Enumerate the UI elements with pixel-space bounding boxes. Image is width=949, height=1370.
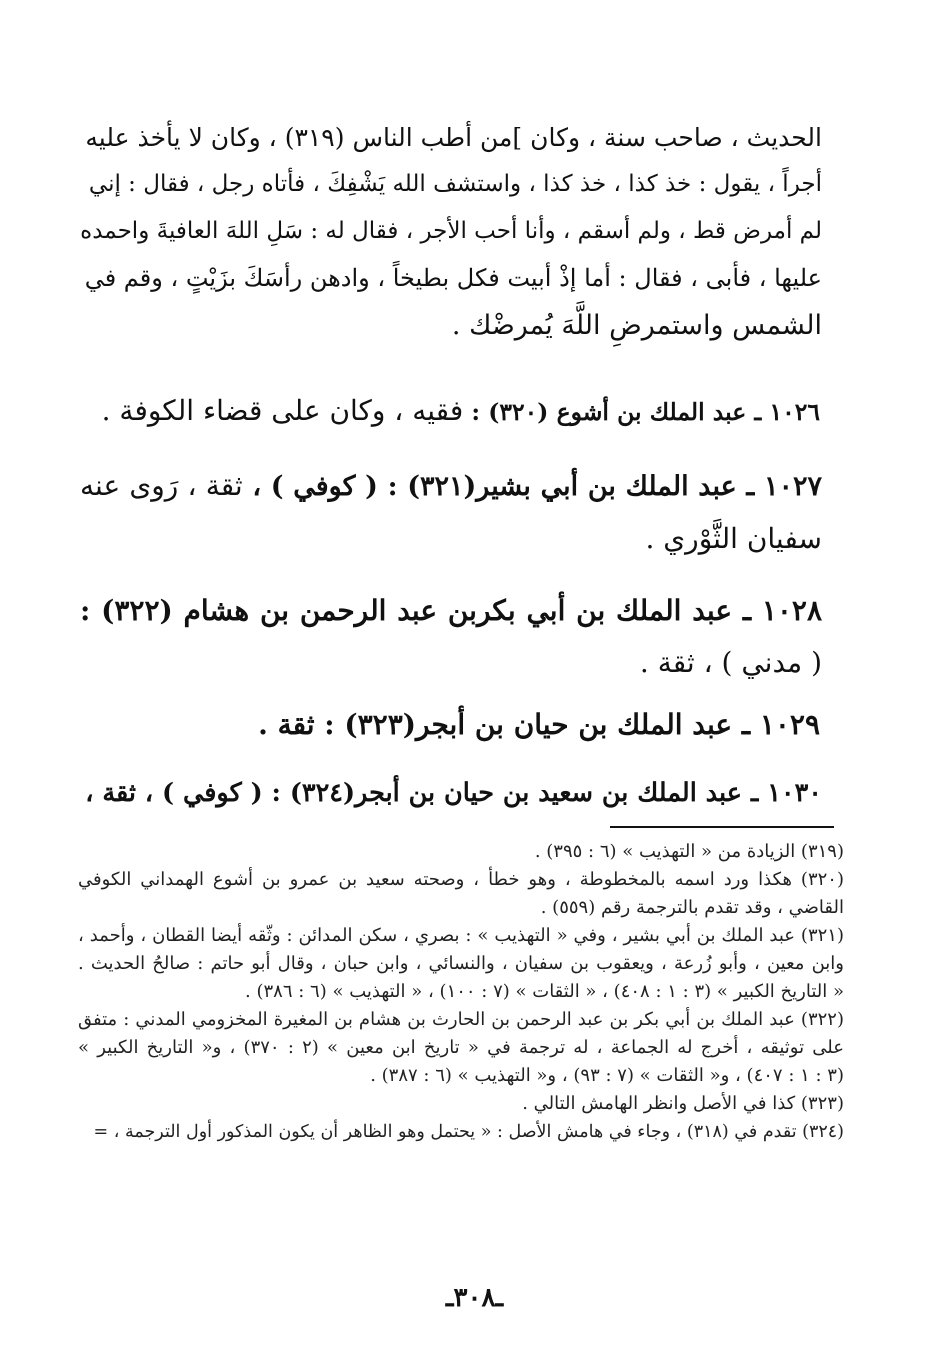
entry-continuation: سفيان الثَّوْري . bbox=[645, 522, 822, 555]
entry-heading: ـ عبد الملك بن أبي بكربن عبد الرحمن بن هشام (٣٢٢) : bbox=[80, 594, 752, 627]
entry-continuation: ( مدني ) ، ثقة . bbox=[639, 646, 822, 679]
entry-number: ١٠٢٩ bbox=[759, 708, 820, 741]
entry-number: ١٠٢٧ bbox=[763, 471, 822, 502]
main-paragraph bbox=[80, 114, 822, 349]
footnote-319: (٣١٩) الزيادة من « التهذيب » (٦ : ٣٩٥) . bbox=[534, 841, 844, 862]
footnote-321-cont: « التاريخ الكبير » (٣ : ١ : ٤٠٨) ، « الثقات » (٧ : ١٠٠) ، « التهذيب » (٦ : ٣٨٦) . bbox=[245, 981, 844, 1002]
entry-heading: ـ عبد الملك بن أشوع (٣٢٠) : bbox=[471, 398, 762, 426]
paragraph-line: أجراً ، يقول : خذ كذا ، خذ كذا ، واستشف الله يَشْفِكَ ، فأتاه رجل ، فقال : إني bbox=[88, 171, 822, 197]
footnote-322: (٣٢٢) عبد الملك بن أبي بكر بن عبد الرحمن بن الحارث بن هشام بن المغيرة المخزومي المدني : متفق bbox=[78, 1009, 844, 1030]
entry-number: ١٠٣٠ bbox=[767, 778, 822, 808]
footnote-321-cont: وابن معين ، وأبو زُرعة ، ويعقوب بن سفيان ، والنسائي ، وابن حبان ، وقال أبو حاتم : صالحُ الحديث . bbox=[78, 953, 844, 974]
entry-number: ١٠٢٨ bbox=[761, 594, 822, 627]
entry-line bbox=[80, 585, 822, 637]
paragraph-line: عليها ، فأبى ، فقال : أما إذْ أبيت فكل بطيخاً ، وادهن رأسَكَ بزَيْتٍ ، وقم في bbox=[84, 264, 822, 292]
footnote-322-cont: على توثيقه ، أخرج له الجماعة ، له ترجمة في « تاريخ ابن معين » (٢ : ٣٧٠) ، و« التاريخ الكبير » bbox=[78, 1037, 844, 1058]
footnote-323: (٣٢٣) كذا في الأصل وانظر الهامش التالي . bbox=[522, 1093, 844, 1114]
entry-number: ١٠٢٦ bbox=[769, 398, 820, 426]
entry-heading: ـ عبد الملك بن سعيد بن حيان بن أبجر(٣٢٤) : ( كوفي ) ، ثقة ، bbox=[85, 778, 759, 808]
paragraph-line: لم أمرض قط ، ولم أسقم ، وأنا أحب الأجر ، فقال له : سَلِ اللهَ العافيةَ واحمده bbox=[80, 218, 822, 244]
entry-1028 bbox=[80, 585, 822, 689]
footnote-322-cont: (٣ : ١ : ٤٠٧) ، و« الثقات » (٧ : ٩٣) ، و« التهذيب » (٦ : ٣٨٧) . bbox=[370, 1065, 844, 1086]
entry-1029 bbox=[250, 702, 820, 748]
entry-description: ثقة ، رَوى عنه bbox=[80, 469, 243, 502]
footnote-320: (٣٢٠) هكذا ورد اسمه بالمخطوطة ، وهو خطأ ، وصحته سعيد بن عمرو بن أشوع الهمداني الكوفي bbox=[78, 869, 844, 890]
footnotes bbox=[78, 838, 844, 1146]
page-number: ـ٣٠٨ـ bbox=[445, 1283, 504, 1313]
entry-1027 bbox=[80, 460, 822, 565]
footnote-320-cont: القاضي ، وقد تقدم بالترجمة رقم (٥٥٩) . bbox=[540, 897, 844, 918]
entry-line bbox=[80, 460, 822, 513]
paragraph-line: الشمس واستمرضِ اللَّهَ يُمرضْك . bbox=[451, 310, 822, 341]
entry-1030 bbox=[80, 770, 822, 816]
footnote-324: (٣٢٤) تقدم في (٣١٨) ، وجاء في هامش الأصل : « يحتمل وهو الظاهر أن يكون المذكور أول الترجمة ، = bbox=[93, 1122, 844, 1142]
paragraph-line: الحديث ، صاحب سنة ، وكان ]من أطب الناس (٣١٩) ، وكان لا يأخذ عليه bbox=[85, 123, 822, 152]
entry-heading: ـ عبد الملك بن حيان بن أبجر(٣٢٣) : ثقة . bbox=[258, 708, 751, 741]
entry-heading: ـ عبد الملك بن أبي بشير(٣٢١) : ( كوفي ) ، bbox=[252, 471, 755, 502]
entry-1026 bbox=[100, 388, 820, 435]
entry-description: فقيه ، وكان على قضاء الكوفة . bbox=[101, 394, 464, 427]
footnote-321: (٣٢١) عبد الملك بن أبي بشير ، وفي « التهذيب » : بصري ، سكن المدائن : وثّقه أيضا القطان ، وأحمد ، bbox=[78, 925, 844, 946]
footnote-separator bbox=[610, 826, 834, 828]
